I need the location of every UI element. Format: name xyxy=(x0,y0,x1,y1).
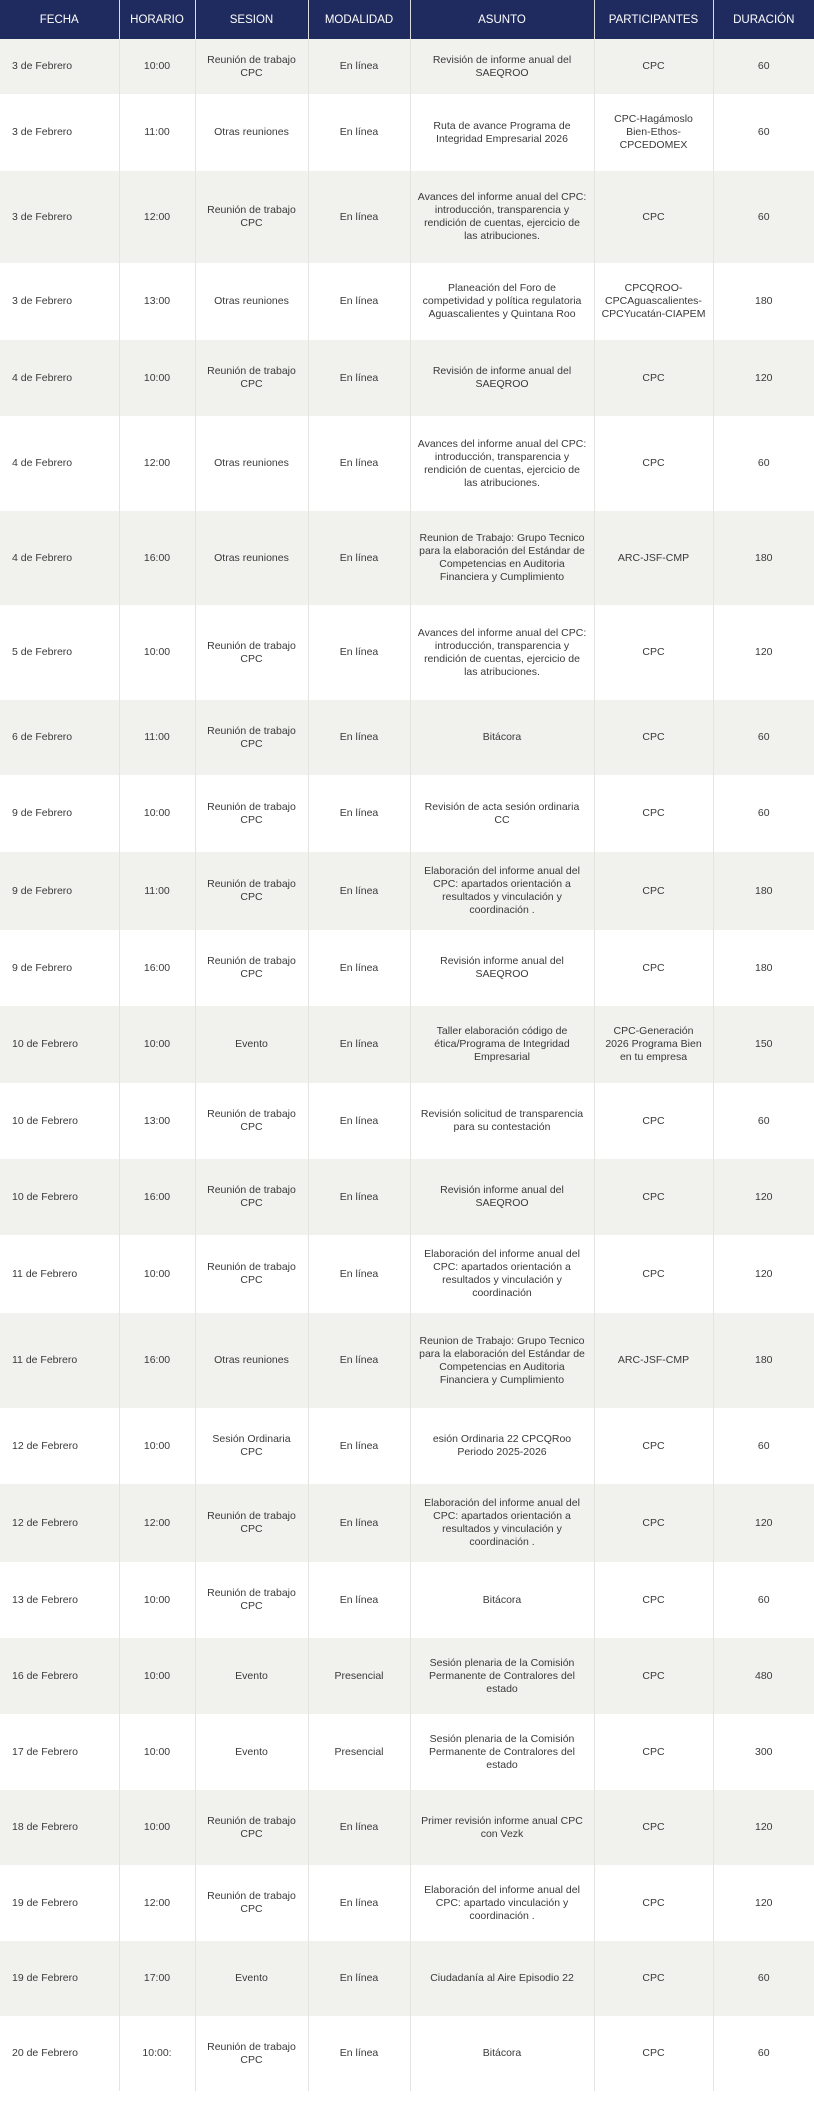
fecha-cell: 4 de Febrero xyxy=(0,511,119,605)
horario-cell: 16:00 xyxy=(119,930,195,1006)
asunto-cell: Ruta de avance Programa de Integridad Empresarial 2026 xyxy=(410,94,594,171)
table-row xyxy=(0,605,814,700)
fecha-cell: 4 de Febrero xyxy=(0,340,119,416)
table-row xyxy=(0,1714,814,1790)
horario-cell: 10:00 xyxy=(119,1562,195,1638)
modalidad-cell: En línea xyxy=(308,1235,410,1313)
table-row xyxy=(0,1790,814,1865)
horario-cell: 12:00 xyxy=(119,416,195,511)
horario-cell: 10:00: xyxy=(119,2016,195,2091)
fecha-cell: 9 de Febrero xyxy=(0,930,119,1006)
duracion-cell: 150 xyxy=(713,1006,814,1083)
table-row xyxy=(0,930,814,1006)
horario-cell: 10:00 xyxy=(119,605,195,700)
table-row xyxy=(0,1006,814,1083)
duracion-cell: 60 xyxy=(713,775,814,852)
duracion-cell: 60 xyxy=(713,171,814,263)
sesion-cell: Reunión de trabajo CPC xyxy=(195,605,308,700)
sesion-cell: Reunión de trabajo CPC xyxy=(195,852,308,930)
sesion-cell: Evento xyxy=(195,1714,308,1790)
sesion-cell: Reunión de trabajo CPC xyxy=(195,775,308,852)
modalidad-cell: En línea xyxy=(308,416,410,511)
duracion-cell: 120 xyxy=(713,1865,814,1941)
fecha-cell: 18 de Febrero xyxy=(0,1790,119,1865)
asunto-cell: Avances del informe anual del CPC: introducción, transparencia y rendición de cuentas, ejercicio de las atribuciones. xyxy=(410,605,594,700)
modalidad-cell: En línea xyxy=(308,1313,410,1408)
sesion-cell: Reunión de trabajo CPC xyxy=(195,700,308,775)
horario-cell: 12:00 xyxy=(119,1865,195,1941)
participantes-cell: CPC xyxy=(594,1865,713,1941)
table-row xyxy=(0,1865,814,1941)
sesion-cell: Reunión de trabajo CPC xyxy=(195,1235,308,1313)
sesion-cell: Reunión de trabajo CPC xyxy=(195,1083,308,1159)
asunto-cell: Revisión solicitud de transparencia para su contestación xyxy=(410,1083,594,1159)
table-row xyxy=(0,1484,814,1562)
asunto-cell: esión Ordinaria 22 CPCQRoo Periodo 2025-2026 xyxy=(410,1408,594,1484)
table-row xyxy=(0,775,814,852)
modalidad-cell: En línea xyxy=(308,171,410,263)
sesion-cell: Reunión de trabajo CPC xyxy=(195,1562,308,1638)
asunto-cell: Sesión plenaria de la Comisión Permanente de Contralores del estado xyxy=(410,1638,594,1714)
horario-cell: 10:00 xyxy=(119,1638,195,1714)
modalidad-cell: En línea xyxy=(308,930,410,1006)
sesion-cell: Otras reuniones xyxy=(195,1313,308,1408)
fecha-cell: 3 de Febrero xyxy=(0,171,119,263)
modalidad-cell: En línea xyxy=(308,1941,410,2016)
sesion-cell: Reunión de trabajo CPC xyxy=(195,1790,308,1865)
header-duracion: DURACIÓN xyxy=(713,0,814,39)
participantes-cell: CPC xyxy=(594,416,713,511)
table-row xyxy=(0,1159,814,1235)
participantes-cell: CPC xyxy=(594,700,713,775)
participantes-cell: CPC xyxy=(594,39,713,94)
horario-cell: 11:00 xyxy=(119,94,195,171)
asunto-cell: Bitácora xyxy=(410,2016,594,2091)
participantes-cell: CPC xyxy=(594,852,713,930)
sesion-cell: Otras reuniones xyxy=(195,416,308,511)
duracion-cell: 120 xyxy=(713,1235,814,1313)
sesion-cell: Reunión de trabajo CPC xyxy=(195,171,308,263)
fecha-cell: 17 de Febrero xyxy=(0,1714,119,1790)
horario-cell: 10:00 xyxy=(119,1408,195,1484)
table-row xyxy=(0,1408,814,1484)
modalidad-cell: En línea xyxy=(308,1562,410,1638)
sesion-cell: Otras reuniones xyxy=(195,263,308,340)
participantes-cell: CPC xyxy=(594,1562,713,1638)
modalidad-cell: En línea xyxy=(308,700,410,775)
asunto-cell: Sesión plenaria de la Comisión Permanente de Contralores del estado xyxy=(410,1714,594,1790)
duracion-cell: 60 xyxy=(713,2016,814,2091)
horario-cell: 11:00 xyxy=(119,700,195,775)
table-row xyxy=(0,340,814,416)
table-row xyxy=(0,1941,814,2016)
asunto-cell: Revisión de informe anual del SAEQROO xyxy=(410,340,594,416)
modalidad-cell: En línea xyxy=(308,263,410,340)
horario-cell: 11:00 xyxy=(119,852,195,930)
table-row xyxy=(0,1562,814,1638)
fecha-cell: 12 de Febrero xyxy=(0,1484,119,1562)
duracion-cell: 60 xyxy=(713,1408,814,1484)
modalidad-cell: En línea xyxy=(308,94,410,171)
modalidad-cell: En línea xyxy=(308,1865,410,1941)
asunto-cell: Elaboración del informe anual del CPC: apartado vinculación y coordinación . xyxy=(410,1865,594,1941)
duracion-cell: 60 xyxy=(713,1941,814,2016)
fecha-cell: 3 de Febrero xyxy=(0,263,119,340)
sesion-cell: Reunión de trabajo CPC xyxy=(195,1159,308,1235)
horario-cell: 12:00 xyxy=(119,171,195,263)
header-asunto: ASUNTO xyxy=(410,0,594,39)
fecha-cell: 9 de Febrero xyxy=(0,852,119,930)
asunto-cell: Primer revisión informe anual CPC con Vezk xyxy=(410,1790,594,1865)
fecha-cell: 3 de Febrero xyxy=(0,39,119,94)
modalidad-cell: En línea xyxy=(308,852,410,930)
duracion-cell: 120 xyxy=(713,340,814,416)
participantes-cell: CPC xyxy=(594,340,713,416)
participantes-cell: CPC xyxy=(594,605,713,700)
fecha-cell: 11 de Febrero xyxy=(0,1235,119,1313)
horario-cell: 10:00 xyxy=(119,1790,195,1865)
sesion-cell: Evento xyxy=(195,1941,308,2016)
duracion-cell: 180 xyxy=(713,852,814,930)
fecha-cell: 13 de Febrero xyxy=(0,1562,119,1638)
asunto-cell: Elaboración del informe anual del CPC: apartados orientación a resultados y vinculación y coordinación . xyxy=(410,852,594,930)
duracion-cell: 60 xyxy=(713,1562,814,1638)
participantes-cell: CPC xyxy=(594,1941,713,2016)
table-row xyxy=(0,263,814,340)
asunto-cell: Elaboración del informe anual del CPC: apartados orientación a resultados y vinculación y coordinación . xyxy=(410,1484,594,1562)
modalidad-cell: En línea xyxy=(308,775,410,852)
sesion-cell: Otras reuniones xyxy=(195,94,308,171)
modalidad-cell: En línea xyxy=(308,1006,410,1083)
header-row xyxy=(0,0,814,39)
modalidad-cell: Presencial xyxy=(308,1638,410,1714)
horario-cell: 13:00 xyxy=(119,1083,195,1159)
table-row xyxy=(0,39,814,94)
fecha-cell: 3 de Febrero xyxy=(0,94,119,171)
participantes-cell: CPC xyxy=(594,1235,713,1313)
participantes-cell: CPC xyxy=(594,930,713,1006)
sesion-cell: Evento xyxy=(195,1638,308,1714)
asunto-cell: Bitácora xyxy=(410,1562,594,1638)
fecha-cell: 20 de Febrero xyxy=(0,2016,119,2091)
sesion-cell: Sesión Ordinaria CPC xyxy=(195,1408,308,1484)
fecha-cell: 12 de Febrero xyxy=(0,1408,119,1484)
participantes-cell: CPC xyxy=(594,775,713,852)
asunto-cell: Revisión informe anual del SAEQROO xyxy=(410,930,594,1006)
header-participantes: PARTICIPANTES xyxy=(594,0,713,39)
sesion-cell: Reunión de trabajo CPC xyxy=(195,1865,308,1941)
duracion-cell: 120 xyxy=(713,1159,814,1235)
duracion-cell: 120 xyxy=(713,605,814,700)
fecha-cell: 10 de Febrero xyxy=(0,1083,119,1159)
table-row xyxy=(0,94,814,171)
sesion-cell: Reunión de trabajo CPC xyxy=(195,2016,308,2091)
table-row xyxy=(0,852,814,930)
duracion-cell: 60 xyxy=(713,700,814,775)
participantes-cell: CPC-Hagámoslo Bien-Ethos-CPCEDOMEX xyxy=(594,94,713,171)
duracion-cell: 120 xyxy=(713,1484,814,1562)
fecha-cell: 16 de Febrero xyxy=(0,1638,119,1714)
participantes-cell: CPC xyxy=(594,1790,713,1865)
horario-cell: 10:00 xyxy=(119,775,195,852)
header-modalidad: MODALIDAD xyxy=(308,0,410,39)
participantes-cell: CPCQROO-CPCAguascalientes-CPCYucatán-CIAPEM xyxy=(594,263,713,340)
sesion-cell: Reunión de trabajo CPC xyxy=(195,1484,308,1562)
participantes-cell: CPC xyxy=(594,171,713,263)
asunto-cell: Bitácora xyxy=(410,700,594,775)
header-fecha: FECHA xyxy=(0,0,119,39)
fecha-cell: 19 de Febrero xyxy=(0,1865,119,1941)
asunto-cell: Planeación del Foro de competividad y política regulatoria Aguascalientes y Quintana Roo xyxy=(410,263,594,340)
duracion-cell: 60 xyxy=(713,416,814,511)
horario-cell: 10:00 xyxy=(119,39,195,94)
table-row xyxy=(0,1313,814,1408)
duracion-cell: 60 xyxy=(713,39,814,94)
table-row xyxy=(0,1638,814,1714)
fecha-cell: 19 de Febrero xyxy=(0,1941,119,2016)
asunto-cell: Ciudadanía al Aire Episodio 22 xyxy=(410,1941,594,2016)
participantes-cell: CPC xyxy=(594,1408,713,1484)
fecha-cell: 6 de Febrero xyxy=(0,700,119,775)
participantes-cell: CPC xyxy=(594,1484,713,1562)
modalidad-cell: En línea xyxy=(308,1159,410,1235)
horario-cell: 17:00 xyxy=(119,1941,195,2016)
duracion-cell: 480 xyxy=(713,1638,814,1714)
asunto-cell: Reunion de Trabajo: Grupo Tecnico para la elaboración del Estándar de Competencias en Auditoria Financiera y Cumplimiento xyxy=(410,511,594,605)
asunto-cell: Revisión de informe anual del SAEQROO xyxy=(410,39,594,94)
header-horario: HORARIO xyxy=(119,0,195,39)
duracion-cell: 60 xyxy=(713,1083,814,1159)
horario-cell: 16:00 xyxy=(119,511,195,605)
fecha-cell: 11 de Febrero xyxy=(0,1313,119,1408)
fecha-cell: 5 de Febrero xyxy=(0,605,119,700)
horario-cell: 10:00 xyxy=(119,340,195,416)
asunto-cell: Avances del informe anual del CPC: introducción, transparencia y rendición de cuentas, ejercicio de las atribuciones. xyxy=(410,416,594,511)
participantes-cell: CPC xyxy=(594,1638,713,1714)
duracion-cell: 180 xyxy=(713,263,814,340)
modalidad-cell: Presencial xyxy=(308,1714,410,1790)
horario-cell: 10:00 xyxy=(119,1235,195,1313)
table-row xyxy=(0,1235,814,1313)
participantes-cell: ARC-JSF-CMP xyxy=(594,1313,713,1408)
sesion-cell: Otras reuniones xyxy=(195,511,308,605)
modalidad-cell: En línea xyxy=(308,2016,410,2091)
modalidad-cell: En línea xyxy=(308,1790,410,1865)
modalidad-cell: En línea xyxy=(308,1408,410,1484)
fecha-cell: 10 de Febrero xyxy=(0,1159,119,1235)
fecha-cell: 4 de Febrero xyxy=(0,416,119,511)
table-row xyxy=(0,2016,814,2091)
duracion-cell: 300 xyxy=(713,1714,814,1790)
sesion-cell: Reunión de trabajo CPC xyxy=(195,930,308,1006)
participantes-cell: ARC-JSF-CMP xyxy=(594,511,713,605)
table-row xyxy=(0,511,814,605)
duracion-cell: 180 xyxy=(713,511,814,605)
duracion-cell: 120 xyxy=(713,1790,814,1865)
participantes-cell: CPC xyxy=(594,1714,713,1790)
modalidad-cell: En línea xyxy=(308,1484,410,1562)
sesion-cell: Reunión de trabajo CPC xyxy=(195,39,308,94)
header-sesion: SESION xyxy=(195,0,308,39)
sesion-cell: Reunión de trabajo CPC xyxy=(195,340,308,416)
table-row xyxy=(0,1083,814,1159)
duracion-cell: 180 xyxy=(713,1313,814,1408)
modalidad-cell: En línea xyxy=(308,511,410,605)
duracion-cell: 180 xyxy=(713,930,814,1006)
fecha-cell: 10 de Febrero xyxy=(0,1006,119,1083)
horario-cell: 10:00 xyxy=(119,1006,195,1083)
horario-cell: 12:00 xyxy=(119,1484,195,1562)
sesion-cell: Evento xyxy=(195,1006,308,1083)
modalidad-cell: En línea xyxy=(308,340,410,416)
horario-cell: 16:00 xyxy=(119,1313,195,1408)
modalidad-cell: En línea xyxy=(308,39,410,94)
table-row xyxy=(0,416,814,511)
participantes-cell: CPC xyxy=(594,2016,713,2091)
fecha-cell: 9 de Febrero xyxy=(0,775,119,852)
table-row xyxy=(0,700,814,775)
horario-cell: 16:00 xyxy=(119,1159,195,1235)
horario-cell: 10:00 xyxy=(119,1714,195,1790)
asunto-cell: Revisión informe anual del SAEQROO xyxy=(410,1159,594,1235)
asunto-cell: Taller elaboración código de ética/Programa de Integridad Empresarial xyxy=(410,1006,594,1083)
asunto-cell: Avances del informe anual del CPC: introducción, transparencia y rendición de cuentas, ejercicio de las atribuciones. xyxy=(410,171,594,263)
duracion-cell: 60 xyxy=(713,94,814,171)
participantes-cell: CPC-Generación 2026 Programa Bien en tu empresa xyxy=(594,1006,713,1083)
table-row xyxy=(0,171,814,263)
modalidad-cell: En línea xyxy=(308,605,410,700)
asunto-cell: Elaboración del informe anual del CPC: apartados orientación a resultados y vinculación y coordinación xyxy=(410,1235,594,1313)
participantes-cell: CPC xyxy=(594,1083,713,1159)
horario-cell: 13:00 xyxy=(119,263,195,340)
asunto-cell: Reunion de Trabajo: Grupo Tecnico para la elaboración del Estándar de Competencias en Auditoria Financiera y Cumplimiento xyxy=(410,1313,594,1408)
asunto-cell: Revisión de acta sesión ordinaria CC xyxy=(410,775,594,852)
modalidad-cell: En línea xyxy=(308,1083,410,1159)
participantes-cell: CPC xyxy=(594,1159,713,1235)
